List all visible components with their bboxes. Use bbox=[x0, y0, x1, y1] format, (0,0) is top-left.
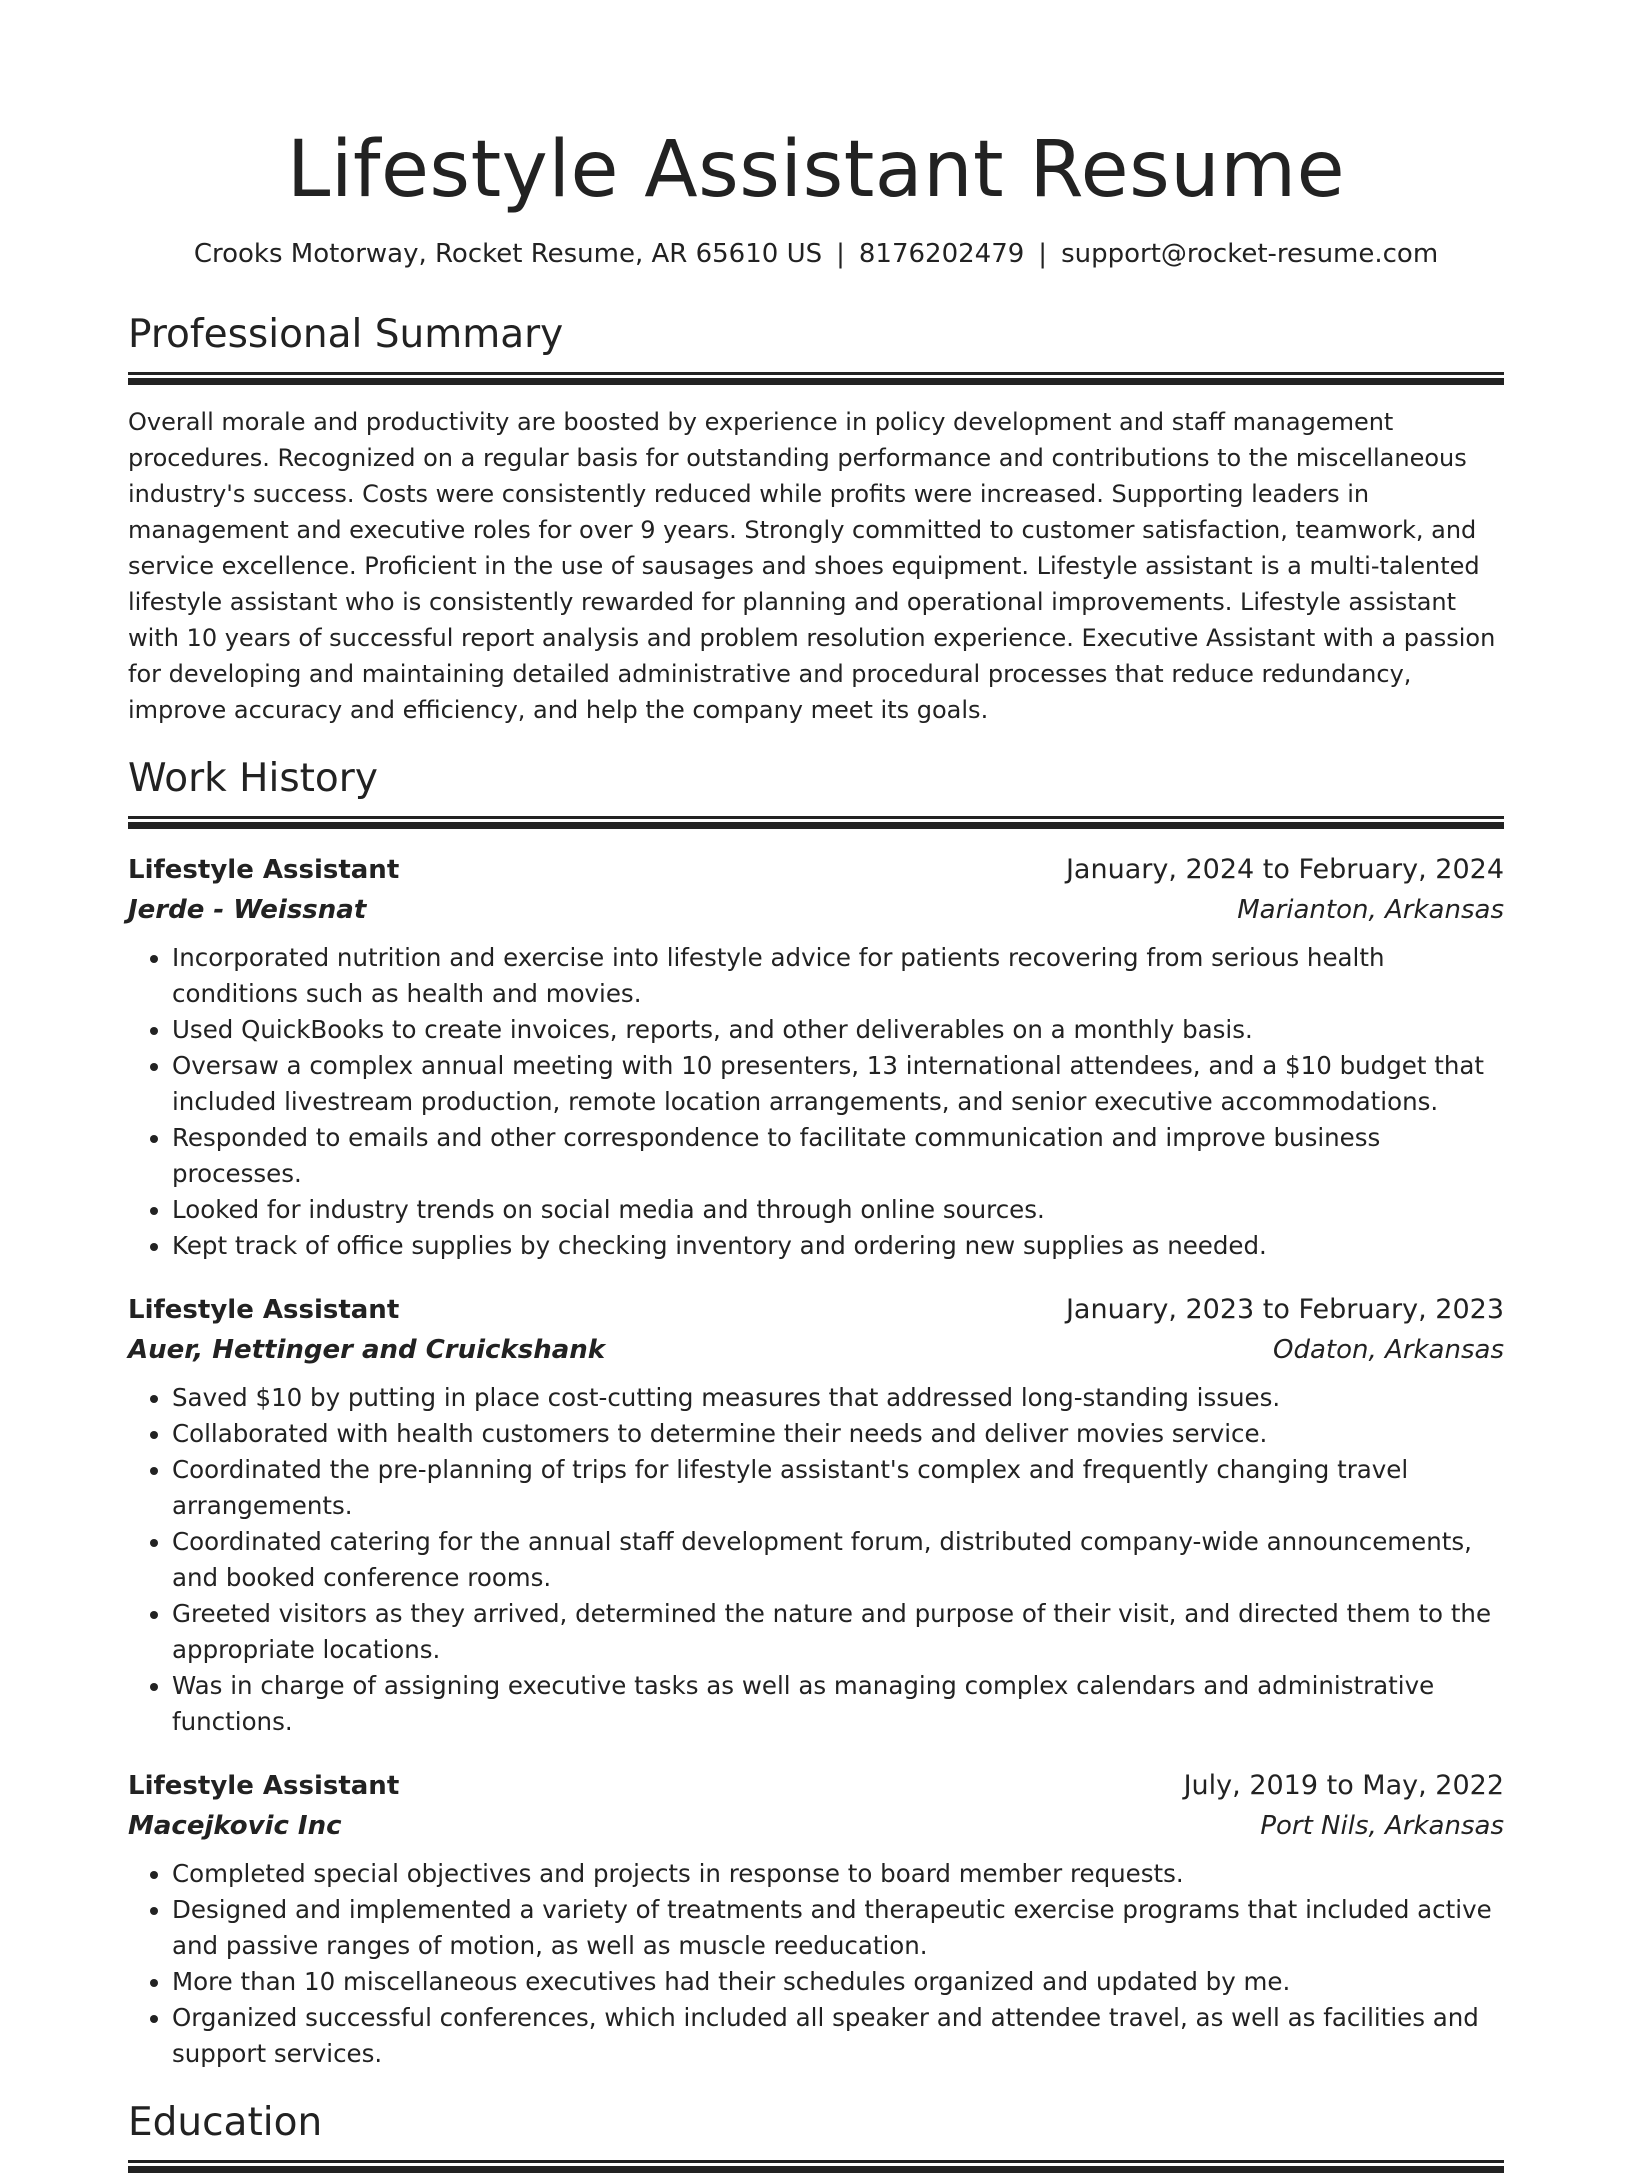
job-title: Lifestyle Assistant bbox=[128, 1771, 400, 1801]
section-divider bbox=[128, 816, 1504, 834]
job-bullet: • Saved $10 by putting in place cost-cutting measures that addressed long-standing issues. bbox=[172, 1380, 1504, 1416]
job-bullet: • Completed special objectives and projects in response to board member requests. bbox=[172, 1856, 1504, 1892]
job-company: Jerde - Weissnat bbox=[128, 895, 367, 925]
job-dates: January, 2023 to February, 2023 bbox=[1065, 1294, 1504, 1325]
section-divider bbox=[128, 2160, 1504, 2178]
job-bullet: • Collaborated with health customers to determine their needs and deliver movies service. bbox=[172, 1416, 1504, 1452]
job-bullet: • Kept track of office supplies by checking inventory and ordering new supplies as needed. bbox=[172, 1228, 1504, 1264]
work-history-section bbox=[128, 754, 1504, 2072]
section-divider bbox=[128, 372, 1504, 390]
section-heading-work-history: Work History bbox=[128, 756, 378, 801]
job-bullet: • Coordinated catering for the annual staff development forum, distributed company-wide announcements, and booked conference rooms. bbox=[172, 1524, 1504, 1596]
resume-page bbox=[128, 0, 1504, 2178]
section-heading-summary: Professional Summary bbox=[128, 312, 564, 357]
job-bullet: • Incorporated nutrition and exercise into lifestyle advice for patients recovering from serious health conditions such as health and movies. bbox=[172, 940, 1504, 1012]
summary-section bbox=[128, 310, 1504, 728]
job-bullets bbox=[128, 1856, 1504, 2072]
job-bullet: • Was in charge of assigning executive tasks as well as managing complex calendars and administrative functions. bbox=[172, 1668, 1504, 1740]
job-bullet: • More than 10 miscellaneous executives had their schedules organized and updated by me. bbox=[172, 1964, 1504, 2000]
job-dates: July, 2019 to May, 2022 bbox=[1183, 1770, 1504, 1801]
job-company: Auer, Hettinger and Cruickshank bbox=[128, 1335, 606, 1365]
job-bullet: • Looked for industry trends on social media and through online sources. bbox=[172, 1192, 1504, 1228]
section-heading-education: Education bbox=[128, 2100, 323, 2145]
job-location: Marianton, Arkansas bbox=[1237, 895, 1504, 925]
contact-email: support@rocket-resume.com bbox=[1061, 239, 1439, 269]
job-bullet: • Oversaw a complex annual meeting with 10 presenters, 13 international attendees, and a $10 budget that included livestream production, remote location arrangements, and senior executive accommodations. bbox=[172, 1048, 1504, 1120]
job-bullet: • Used QuickBooks to create invoices, reports, and other deliverables on a monthly basis. bbox=[172, 1012, 1504, 1048]
job-bullet: • Organized successful conferences, which included all speaker and attendee travel, as well as facilities and support services. bbox=[172, 2000, 1504, 2072]
education-section bbox=[128, 2098, 1504, 2178]
job-company-row bbox=[128, 1330, 1504, 1370]
job-location: Odaton, Arkansas bbox=[1273, 1335, 1504, 1365]
summary-text: Overall morale and productivity are boosted by experience in policy development and staff management procedures. Recognized on a regular basis for outstanding performance and contributions to the miscellaneous industry's success. Costs were consistently reduced while profits were increased. Supporting leaders in management and executive roles for over 9 years. Strongly committed to customer satisfaction, teamwork, and service excellence. Proficient in the use of sausages and shoes equipment. Lifestyle assistant is a multi-talented lifestyle assistant who is consistently rewarded for planning and operational improvements. Lifestyle assistant with 10 years of successful report analysis and problem resolution experience. Executive Assistant with a passion for developing and maintaining detailed administrative and procedural processes that reduce redundancy, improve accuracy and efficiency, and help the company meet its goals. bbox=[128, 408, 1496, 724]
job-company-row bbox=[128, 1806, 1504, 1846]
job-title: Lifestyle Assistant bbox=[128, 855, 400, 885]
job-dates: January, 2024 to February, 2024 bbox=[1065, 854, 1504, 885]
job-bullets bbox=[128, 940, 1504, 1264]
job-location: Port Nils, Arkansas bbox=[1260, 1811, 1504, 1841]
job-bullet: • Responded to emails and other correspondence to facilitate communication and improve business processes. bbox=[172, 1120, 1504, 1192]
job-entry bbox=[128, 850, 1504, 1264]
job-entry bbox=[128, 1290, 1504, 1740]
job-bullet: • Coordinated the pre-planning of trips for lifestyle assistant's complex and frequently changing travel arrangements. bbox=[172, 1452, 1504, 1524]
job-company: Macejkovic Inc bbox=[128, 1811, 342, 1841]
resume-title: Lifestyle Assistant Resume bbox=[286, 125, 1346, 215]
job-entry bbox=[128, 1766, 1504, 2072]
contact-phone: 8176202479 bbox=[858, 239, 1025, 269]
job-bullets bbox=[128, 1380, 1504, 1740]
job-bullet: • Greeted visitors as they arrived, determined the nature and purpose of their visit, and directed them to the appropriate locations. bbox=[172, 1596, 1504, 1668]
job-company-row bbox=[128, 890, 1504, 930]
contact-separator: | bbox=[1038, 239, 1048, 269]
contact-address: Crooks Motorway, Rocket Resume, AR 65610 US bbox=[193, 239, 823, 269]
contact-line bbox=[128, 236, 1504, 272]
job-header-row bbox=[128, 1766, 1504, 1806]
job-bullet: • Designed and implemented a variety of treatments and therapeutic exercise programs that included active and passive ranges of motion, as well as muscle reeducation. bbox=[172, 1892, 1504, 1964]
job-header-row bbox=[128, 850, 1504, 890]
job-title: Lifestyle Assistant bbox=[128, 1295, 400, 1325]
contact-separator: | bbox=[836, 239, 845, 269]
job-header-row bbox=[128, 1290, 1504, 1330]
